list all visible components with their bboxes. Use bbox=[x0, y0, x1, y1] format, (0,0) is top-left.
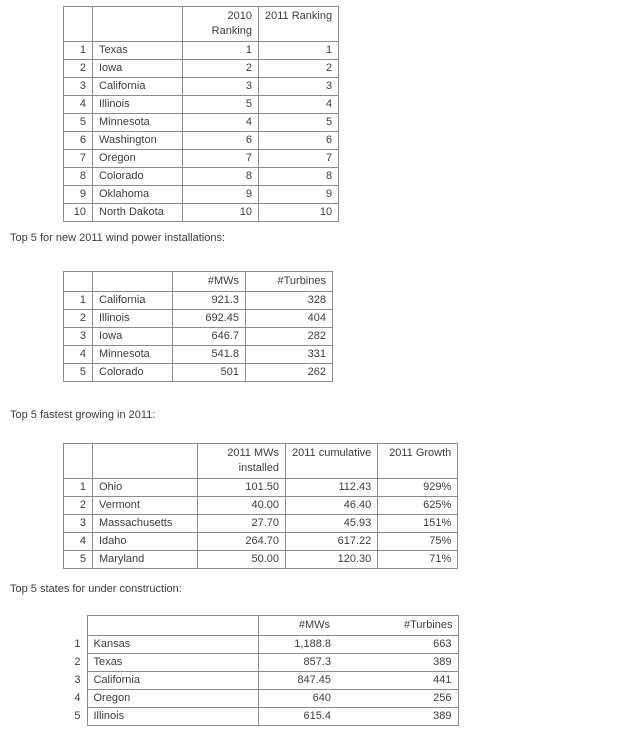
table-row bbox=[55, 690, 458, 708]
table-cell: Iowa bbox=[93, 328, 173, 346]
table-cell: Minnesota bbox=[93, 114, 183, 132]
table-row bbox=[64, 204, 339, 222]
table-cell: Oregon bbox=[87, 690, 258, 708]
table-row bbox=[64, 497, 458, 515]
table-cell: 10 bbox=[183, 204, 259, 222]
table-row bbox=[64, 114, 339, 132]
table-cell: 10 bbox=[64, 204, 93, 222]
table-cell: Illinois bbox=[93, 96, 183, 114]
table-row bbox=[64, 551, 458, 569]
header-cell-growth: 2011 Growth bbox=[378, 444, 458, 479]
table-cell: 8 bbox=[259, 168, 339, 186]
table-cell: 3 bbox=[183, 78, 259, 96]
table-cell: Ohio bbox=[93, 479, 198, 497]
table-header-row bbox=[64, 444, 458, 479]
header-cell-2011-ranking: 2011 Ranking bbox=[259, 7, 339, 42]
table-cell: 9 bbox=[64, 186, 93, 204]
table-cell: 2 bbox=[74, 656, 81, 668]
table-cell: Colorado bbox=[93, 364, 173, 382]
table-cell: 5 bbox=[74, 710, 81, 722]
section-title-under-construction: Top 5 states for under construction: bbox=[10, 583, 182, 595]
table-header-row bbox=[64, 7, 339, 42]
table-cell: 1 bbox=[183, 42, 259, 60]
table-row bbox=[64, 150, 339, 168]
table-cell: 7 bbox=[259, 150, 339, 168]
table-cell: 27.70 bbox=[198, 515, 286, 533]
table-cell: 2 bbox=[183, 60, 259, 78]
table-cell: 4 bbox=[183, 114, 259, 132]
table-row bbox=[55, 672, 458, 690]
table-cell: California bbox=[87, 672, 258, 690]
table-cell: 10 bbox=[259, 204, 339, 222]
table-cell: California bbox=[93, 78, 183, 96]
table-cell: Illinois bbox=[93, 310, 173, 328]
table-cell: 1 bbox=[64, 479, 93, 497]
table-cell: Colorado bbox=[93, 168, 183, 186]
table-cell: 9 bbox=[183, 186, 259, 204]
table-cell: 640 bbox=[258, 690, 337, 708]
table-cell: 921.3 bbox=[173, 292, 246, 310]
header-cell-state bbox=[93, 444, 198, 479]
table-cell: 1 bbox=[74, 638, 81, 650]
table-cell: 5 bbox=[64, 364, 93, 382]
table-cell: California bbox=[93, 292, 173, 310]
table-cell: 5 bbox=[64, 551, 93, 569]
table-cell: 1 bbox=[64, 42, 93, 60]
table-cell: 282 bbox=[246, 328, 333, 346]
table-header-row bbox=[64, 272, 333, 292]
table-cell: 101.50 bbox=[198, 479, 286, 497]
table-cell: 151% bbox=[378, 515, 458, 533]
table-cell: 441 bbox=[337, 672, 458, 690]
header-cell-rank bbox=[64, 444, 93, 479]
table-row bbox=[64, 515, 458, 533]
table-row bbox=[64, 292, 333, 310]
table-cell: 4 bbox=[64, 346, 93, 364]
table-cell: 40.00 bbox=[198, 497, 286, 515]
table-cell: 646.7 bbox=[173, 328, 246, 346]
header-cell-turbines: #Turbines bbox=[337, 616, 458, 636]
header-cell-2010-ranking: 2010 Ranking bbox=[183, 7, 259, 42]
table-cell: Vermont bbox=[93, 497, 198, 515]
table-row bbox=[64, 60, 339, 78]
table-cell: 3 bbox=[259, 78, 339, 96]
table-cell: 5 bbox=[183, 96, 259, 114]
table-cell: 9 bbox=[259, 186, 339, 204]
table-row bbox=[64, 168, 339, 186]
table-cell: Oregon bbox=[93, 150, 183, 168]
section-title-new-installations: Top 5 for new 2011 wind power installations: bbox=[10, 232, 226, 244]
table-cell: 929% bbox=[378, 479, 458, 497]
table-cell: 120.30 bbox=[286, 551, 378, 569]
table-row bbox=[64, 132, 339, 150]
table-row bbox=[64, 186, 339, 204]
table-cell: 541.8 bbox=[173, 346, 246, 364]
table-cell: 2 bbox=[64, 497, 93, 515]
table-cell: 389 bbox=[337, 654, 458, 672]
table-cell: Idaho bbox=[93, 533, 198, 551]
table-cell: 663 bbox=[337, 636, 458, 654]
header-cell-mws: #MWs bbox=[173, 272, 246, 292]
table-row bbox=[64, 310, 333, 328]
table-cell: 2 bbox=[64, 310, 93, 328]
table-cell: Minnesota bbox=[93, 346, 173, 364]
header-cell-rank bbox=[55, 616, 87, 636]
header-cell-state bbox=[87, 616, 258, 636]
header-cell-cumulative: 2011 cumulative bbox=[286, 444, 378, 479]
table-row bbox=[55, 708, 458, 726]
rankings-table bbox=[63, 6, 339, 222]
table-cell: 857.3 bbox=[258, 654, 337, 672]
table-cell: 71% bbox=[378, 551, 458, 569]
table-cell: 1 bbox=[259, 42, 339, 60]
header-cell-state bbox=[93, 272, 173, 292]
section-title-fastest-growing: Top 5 fastest growing in 2011: bbox=[10, 409, 156, 421]
table-cell: 50.00 bbox=[198, 551, 286, 569]
table-cell: 3 bbox=[64, 515, 93, 533]
table-cell: 692.45 bbox=[173, 310, 246, 328]
table-cell: 389 bbox=[337, 708, 458, 726]
table-row bbox=[64, 364, 333, 382]
table-cell: 4 bbox=[74, 692, 81, 704]
table-cell: 3 bbox=[64, 328, 93, 346]
table-cell: 4 bbox=[64, 96, 93, 114]
table-cell: North Dakota bbox=[93, 204, 183, 222]
table-cell: 7 bbox=[183, 150, 259, 168]
table-cell: 264.70 bbox=[198, 533, 286, 551]
table-cell: 5 bbox=[64, 114, 93, 132]
under-construction-table bbox=[55, 615, 459, 726]
table-cell: 331 bbox=[246, 346, 333, 364]
table-cell: 262 bbox=[246, 364, 333, 382]
table-cell: 404 bbox=[246, 310, 333, 328]
table-cell: 112.43 bbox=[286, 479, 378, 497]
table-cell: Texas bbox=[87, 654, 258, 672]
table-cell: 256 bbox=[337, 690, 458, 708]
table-cell: 6 bbox=[183, 132, 259, 150]
table-cell: 3 bbox=[74, 674, 81, 686]
table-cell: Iowa bbox=[93, 60, 183, 78]
table-cell: 615.4 bbox=[258, 708, 337, 726]
table-cell: Maryland bbox=[93, 551, 198, 569]
table-cell: 4 bbox=[259, 96, 339, 114]
table-cell: 7 bbox=[64, 150, 93, 168]
table-cell: 8 bbox=[183, 168, 259, 186]
table-cell: 3 bbox=[64, 78, 93, 96]
header-cell-state bbox=[93, 7, 183, 42]
table-cell: Oklahoma bbox=[93, 186, 183, 204]
new-installations-table bbox=[63, 271, 333, 382]
table-cell: 2 bbox=[259, 60, 339, 78]
table-header-row bbox=[55, 616, 458, 636]
table-cell: 617.22 bbox=[286, 533, 378, 551]
table-cell: 45.93 bbox=[286, 515, 378, 533]
table-row bbox=[64, 78, 339, 96]
table-cell: 8 bbox=[64, 168, 93, 186]
table-cell: 5 bbox=[259, 114, 339, 132]
table-cell: Washington bbox=[93, 132, 183, 150]
header-cell-turbines: #Turbines bbox=[246, 272, 333, 292]
table-cell: Kansas bbox=[87, 636, 258, 654]
table-row bbox=[64, 346, 333, 364]
table-cell: Illinois bbox=[87, 708, 258, 726]
table-cell: 1,188.8 bbox=[258, 636, 337, 654]
table-cell: 847.45 bbox=[258, 672, 337, 690]
header-cell-mws: #MWs bbox=[258, 616, 337, 636]
table-cell: Massachusetts bbox=[93, 515, 198, 533]
table-cell: 1 bbox=[64, 292, 93, 310]
table-cell: Texas bbox=[93, 42, 183, 60]
table-row bbox=[64, 328, 333, 346]
table-row bbox=[64, 96, 339, 114]
table-cell: 328 bbox=[246, 292, 333, 310]
table-cell: 6 bbox=[64, 132, 93, 150]
header-cell-mws-installed: 2011 MWs installed bbox=[198, 444, 286, 479]
table-row bbox=[55, 654, 458, 672]
table-cell: 625% bbox=[378, 497, 458, 515]
fastest-growing-table bbox=[63, 443, 458, 569]
table-cell: 75% bbox=[378, 533, 458, 551]
table-row bbox=[64, 42, 339, 60]
table-row bbox=[64, 533, 458, 551]
header-cell-rank bbox=[64, 7, 93, 42]
table-cell: 46.40 bbox=[286, 497, 378, 515]
table-cell: 501 bbox=[173, 364, 246, 382]
table-cell: 2 bbox=[64, 60, 93, 78]
table-cell: 4 bbox=[64, 533, 93, 551]
table-row bbox=[55, 636, 458, 654]
header-cell-rank bbox=[64, 272, 93, 292]
table-row bbox=[64, 479, 458, 497]
table-cell: 6 bbox=[259, 132, 339, 150]
